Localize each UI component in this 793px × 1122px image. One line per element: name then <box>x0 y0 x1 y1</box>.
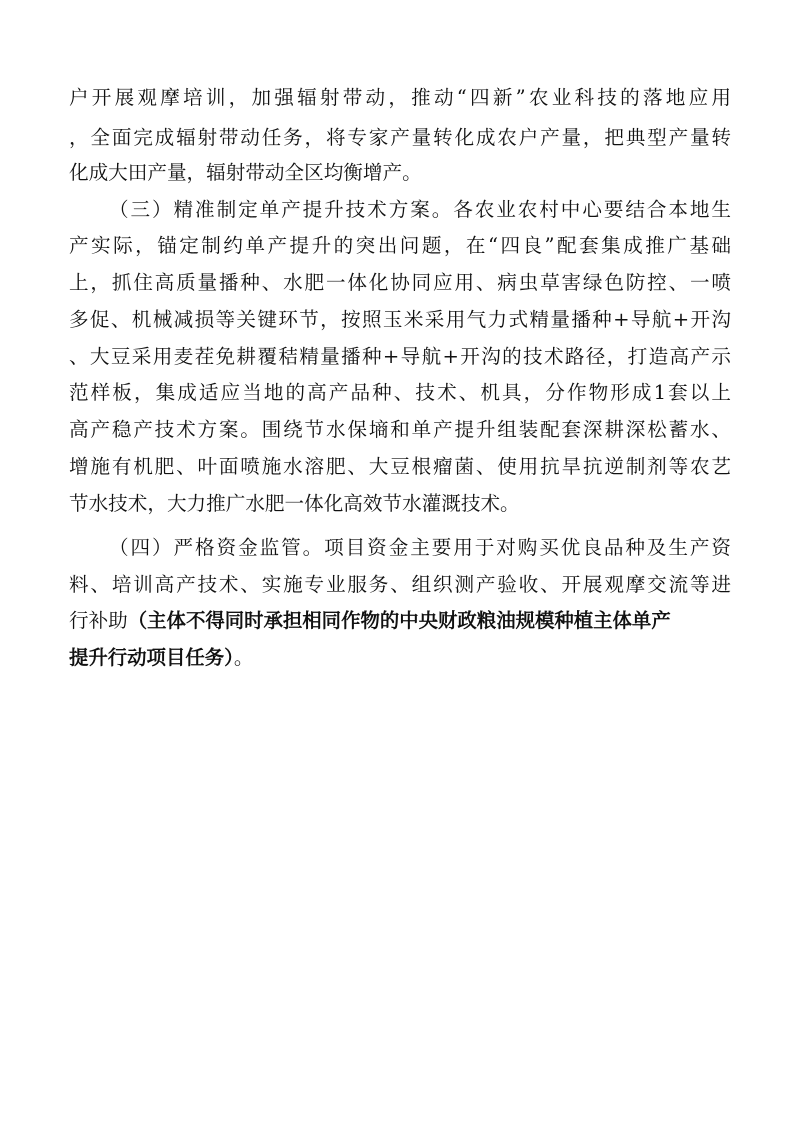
text-line: 增施有机肥、叶面喷施水溶肥、大豆根瘤菌、使用抗旱抗逆制剂等农艺 <box>69 455 731 478</box>
text-line: 上，抓住高质量播种、水肥一体化协同应用、病虫草害绿色防控、一喷 <box>69 271 731 294</box>
text-line: 节水技术，大力推广水肥一体化高效节水灌溉技术。 <box>69 492 520 515</box>
text-line: 户开展观摩培训，加强辐射带动，推动“四新”农业科技的落地应用 <box>69 86 731 109</box>
text-line: 范样板，集成适应当地的高产品种、技术、机具，分作物形成1套以上 <box>69 381 731 404</box>
text-line: 、大豆采用麦茬免耕覆秸精量播种+导航+开沟的技术路径，打造高产示 <box>69 345 731 368</box>
text-bold: （主体不得同时承担相同作物的中央财政粮油规模种植主体单产 <box>127 609 671 632</box>
text-line-mixed <box>69 641 731 675</box>
section-4-first-line: （四）严格资金监管。项目资金主要用于对购买优良品种及生产资 <box>109 536 731 559</box>
text-line: 高产稳产技术方案。围绕节水保墒和单产提升组装配套深耕深松蓄水、 <box>69 418 731 441</box>
text-line: 料、培训高产技术、实施专业服务、组织测产验收、开展观摩交流等进 <box>69 573 731 596</box>
text-line: 产实际，锚定制约单产提升的突出问题，在“四良”配套集成推广基础 <box>69 234 731 257</box>
text-line-mixed <box>69 604 731 638</box>
section-3-first-line: （三）精准制定单产提升技术方案。各农业农村中心要结合本地生 <box>109 198 731 221</box>
text-line: 多促、机械减损等关键环节，按照玉米采用气力式精量播种+导航+开沟 <box>69 308 731 331</box>
text-normal: 。 <box>233 646 254 669</box>
text-bold: 提升行动项目任务） <box>69 646 234 669</box>
text-line: ，全面完成辐射带动任务，将专家产量转化成农户产量，把典型产量转 <box>69 126 731 149</box>
text-normal: 行补助 <box>69 609 128 632</box>
text-line: 化成大田产量，辐射带动全区均衡增产。 <box>69 161 422 184</box>
